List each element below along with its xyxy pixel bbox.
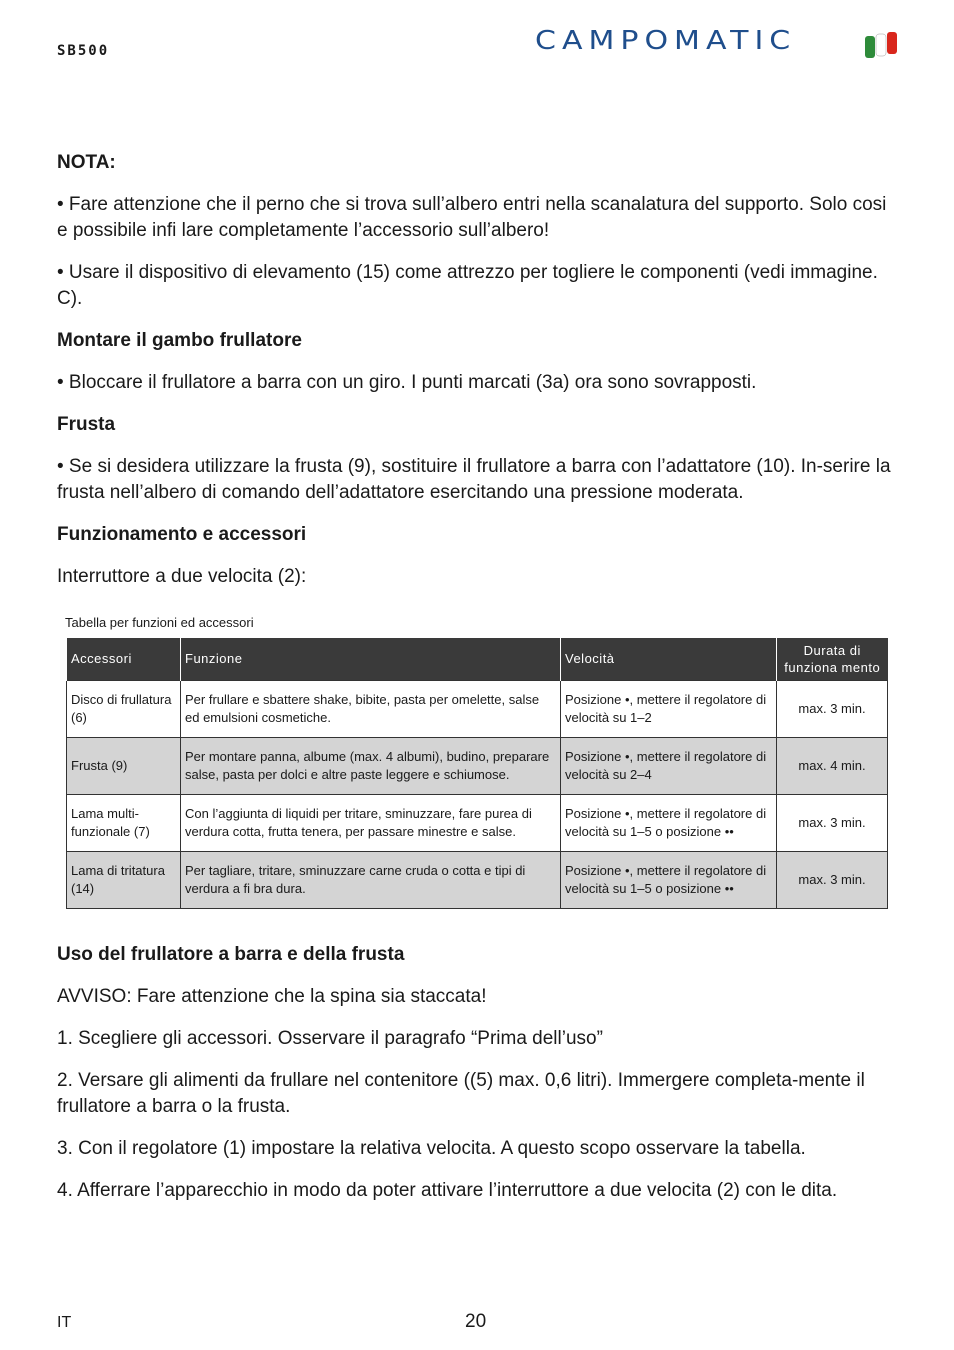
- paragraph: • Fare attenzione che il perno che si trova sull’albero entri nella scanalatura del supporto. Solo cosi e possibile infi lare completamente l’accessorio sull’albero!: [57, 194, 887, 241]
- cell-accessorio: Lama multi-funzionale (7): [67, 795, 181, 852]
- table-row: [67, 681, 888, 738]
- paragraph: • Usare il dispositivo di elevamento (15) come attrezzo per togliere le componenti (vedi immagine. C).: [57, 262, 878, 309]
- table-header-row: [67, 638, 888, 681]
- body-text-top: [57, 150, 897, 606]
- col-header-durata: Durata di funziona mento: [777, 638, 888, 681]
- cell-accessorio: Lama di tritatura (14): [67, 852, 181, 909]
- paragraph: 1. Scegliere gli accessori. Osservare il paragrafo “Prima dell’uso”: [57, 1028, 603, 1049]
- cell-velocita: Posizione •, mettere il regolatore di velocità su 1–5 o posizione ••: [561, 852, 777, 909]
- paragraph: • Bloccare il frullatore a barra con un giro. I punti marcati (3a) ora sono sovrapposti.: [57, 372, 757, 393]
- cell-velocita: Posizione •, mettere il regolatore di velocità su 2–4: [561, 738, 777, 795]
- page-number: 20: [465, 1311, 487, 1332]
- col-header-velocita: Velocità: [561, 638, 777, 681]
- cell-durata: max. 4 min.: [777, 738, 888, 795]
- italian-flag-icon: [865, 32, 897, 58]
- col-header-funzione: Funzione: [181, 638, 561, 681]
- cell-funzione: Per tagliare, tritare, sminuzzare carne cruda o cotta e tipi di verdura a fi bra dura.: [181, 852, 561, 909]
- paragraph: 3. Con il regolatore (1) impostare la relativa velocita. A questo scopo osservare la tabella.: [57, 1138, 806, 1159]
- paragraph: 4. Afferrare l’apparecchio in modo da poter attivare l’interruttore a due velocita (2) con le dita.: [57, 1180, 838, 1201]
- table-row: [67, 795, 888, 852]
- table-row: [67, 852, 888, 909]
- section-heading: Uso del frullatore a barra e della frusta: [57, 944, 405, 965]
- table-caption: Tabella per funzioni ed accessori: [65, 615, 254, 630]
- cell-accessorio: Frusta (9): [67, 738, 181, 795]
- section-heading: NOTA:: [57, 152, 116, 173]
- cell-velocita: Posizione •, mettere il regolatore di velocità su 1–5 o posizione ••: [561, 795, 777, 852]
- paragraph: • Se si desidera utilizzare la frusta (9), sostituire il frullatore a barra con l’adattatore (10). In-serire la frusta nell’albero di comando dell’adattatore esercitando una pressione moderata.: [57, 456, 891, 503]
- body-text-bottom: [57, 942, 897, 1220]
- paragraph: 2. Versare gli alimenti da frullare nel contenitore ((5) max. 0,6 litri). Immergere completa-mente il frullatore a barra o la frusta.: [57, 1070, 865, 1117]
- section-heading: Funzionamento e accessori: [57, 524, 307, 545]
- cell-velocita: Posizione •, mettere il regolatore di velocità su 1–2: [561, 681, 777, 738]
- col-header-accessori: Accessori: [67, 638, 181, 681]
- cell-accessorio: Disco di frullatura (6): [67, 681, 181, 738]
- paragraph: AVVISO: Fare attenzione che la spina sia staccata!: [57, 986, 487, 1007]
- table-row: [67, 738, 888, 795]
- language-code: IT: [57, 1314, 72, 1331]
- cell-funzione: Con l’aggiunta di liquidi per tritare, sminuzzare, fare purea di verdura cotta, frutta tenera, per passare minestre e salse.: [181, 795, 561, 852]
- section-heading: Montare il gambo frullatore: [57, 330, 302, 351]
- paragraph: Interruttore a due velocita (2):: [57, 566, 307, 587]
- cell-durata: max. 3 min.: [777, 681, 888, 738]
- cell-funzione: Per montare panna, albume (max. 4 albumi), budino, preparare salse, pasta per dolci e altre paste leggere e schiumose.: [181, 738, 561, 795]
- brand-logo: [535, 26, 897, 60]
- cell-funzione: Per frullare e sbattere shake, bibite, pasta per omelette, salse ed emulsioni cosmetiche.: [181, 681, 561, 738]
- model-name: SB500: [57, 43, 110, 59]
- brand-name: CAMPOMATIC: [535, 26, 797, 56]
- cell-durata: max. 3 min.: [777, 795, 888, 852]
- cell-durata: max. 3 min.: [777, 852, 888, 909]
- functions-table: [66, 638, 888, 909]
- section-heading: Frusta: [57, 414, 116, 435]
